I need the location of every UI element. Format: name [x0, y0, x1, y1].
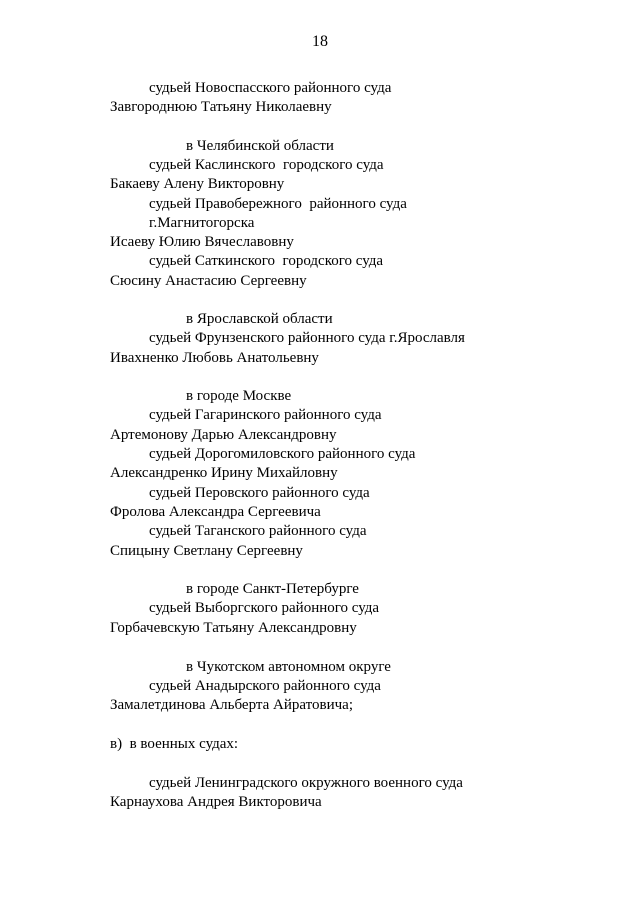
section-heading: в) в военных судах:	[110, 736, 239, 752]
appointee-name-line: Фролова Александра Сергеевича	[110, 504, 321, 520]
appointee-name-line: Карнаухова Андрея Викторовича	[110, 794, 322, 810]
appointment-court-line: судьей Правобережного районного суда	[149, 196, 407, 212]
region-heading: в Чукотском автономном округе	[186, 659, 391, 675]
appointment-court-line: судьей Перовского районного суда	[149, 485, 370, 501]
appointment-court-line: судьей Саткинского городского суда	[149, 253, 384, 269]
appointee-name-line: Завгороднюю Татьяну Николаевну	[110, 99, 332, 115]
appointment-court-line: судьей Каслинского городского суда	[149, 157, 384, 173]
appointee-name-line: Сюсину Анастасию Сергеевну	[110, 273, 307, 289]
appointment-court-line: судьей Выборгского районного суда	[149, 600, 380, 616]
appointee-name-line: Ивахненко Любовь Анатольевну	[110, 350, 319, 366]
appointee-name-line: Александренко Ирину Михайловну	[110, 465, 338, 481]
region-heading: в городе Москве	[186, 388, 292, 404]
page-number: 18	[312, 33, 328, 50]
region-heading: в городе Санкт-Петербурге	[186, 581, 359, 597]
appointment-court-line: судьей Дорогомиловского районного суда	[149, 446, 416, 462]
appointee-name-line: Бакаеву Алену Викторовну	[110, 176, 285, 192]
appointment-court-line: судьей Таганского районного суда	[149, 523, 367, 539]
appointment-court-line: судьей Гагаринского районного суда	[149, 407, 382, 423]
appointment-court-line: судьей Ленинградского окружного военного суда	[149, 775, 463, 791]
appointee-name-line: Замалетдинова Альберта Айратовича;	[110, 697, 353, 713]
appointment-court-line: судьей Фрунзенского районного суда г.Ярославля	[149, 330, 465, 346]
appointment-court-line: судьей Новоспасского районного суда	[149, 80, 392, 96]
region-heading: в Ярославской области	[186, 311, 333, 327]
appointee-name-line: Спицыну Светлану Сергеевну	[110, 543, 303, 559]
appointment-court-line: судьей Анадырского районного суда	[149, 678, 381, 694]
appointee-name-line: Горбачевскую Татьяну Александровну	[110, 620, 357, 636]
appointment-court-city-line: г.Магнитогорска	[149, 215, 255, 231]
region-heading: в Челябинской области	[186, 138, 334, 154]
appointee-name-line: Артемонову Дарью Александровну	[110, 427, 337, 443]
appointee-name-line: Исаеву Юлию Вячеславовну	[110, 234, 294, 250]
